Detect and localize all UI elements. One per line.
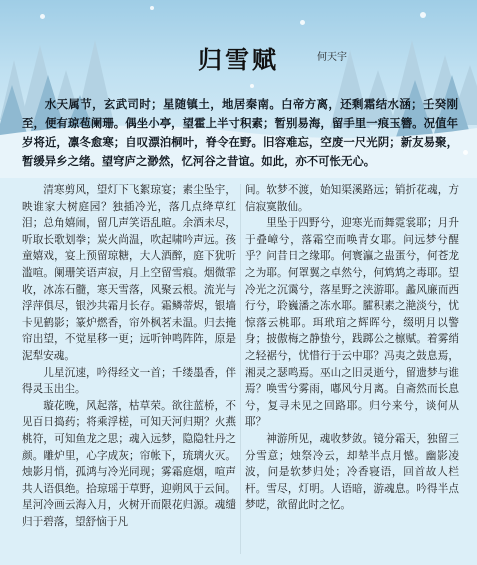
snowflake-icon xyxy=(40,14,45,19)
body-column-right xyxy=(245,182,459,514)
intro-paragraph: 水天属节，玄武司时；星随镇土，地居秦南。白帝方离，还剩霜结水涵；壬癸刚至，便有琼苞阑珊。偶坐小亭，望霍上半寸积素；暂别易海，留手里一痕玉簪。况值年岁将近，凛冬愈寒；自叹漂泊桐叶，脊令在野。旧容难忘，空废一尺光阴；新友易聚，暂缓异乡之绪。望穹庐之渺然，忆河谷之昔谊。如此，亦不可怅无心。 xyxy=(22,97,458,168)
snowflake-icon xyxy=(463,150,468,155)
body-paragraph: 里坠于四野兮，迎寒光而舞霓裳耶；月升于叠嶂兮，落霜空而唤青女耶。问远梦兮醒乎？问昔日之缘耶。何寰瀛之蛊蛋兮，何苍龙之为耶。何罩翼之卓然兮，何鸩鸩之毒耶。望冷光之沉霭兮，落星野之浃游耶。蠡风廉而西行兮，聆巍潘之冻水耶。臛积素之滟淡兮，忧惊落云桃耶。珥玳琯之辉晖兮，缀明月以警身；披傲梅之静蛰兮，践踯公之檩赋。着雾绡之轻裾兮，忧惜行于云中耶？冯夷之鼓息焉，湘灵之瑟鸣焉。巫山之旧灵逝兮，留遗梦与谁焉？唤雪兮雾雨，嘟风兮月离。自斋然而长息兮，复寻未见之回路耶。归兮来兮，谈何从耶？ xyxy=(245,217,459,429)
snowflake-icon xyxy=(250,84,254,88)
body-paragraph: 间。软梦不渡，始知渠溪路远；销折花魂，方信寂寞散仙。 xyxy=(245,184,459,213)
body-paragraph: 儿星沉速，吟得经文一首；千缕墨香，伴得灵玉出尘。 xyxy=(22,366,236,396)
page-title: 归雪赋 xyxy=(198,46,279,74)
snowflake-icon xyxy=(150,6,154,10)
column-divider xyxy=(240,184,241,554)
body-column-left xyxy=(22,182,236,530)
body-paragraph: 璇花晚，风起落，枯草荣。欲往蓝桥，不见百日捣药；将乘浮槎，可知天河归期？火燕桃符，可知鱼龙之思；魂入远梦，隐隐牡丹之颜。雕炉里，心字成灰；帘帐下，琉璃火灭。烛影月悄，孤鸿与冷光同现；雾霜庭烟，喧声共人语俱绝。拾琼瑶于草野，迎朔风于云间。星河冷画云海入月，火树开而限花归源。魂缱归于碧落，望舒恼于凡 xyxy=(22,399,236,528)
header xyxy=(0,36,477,76)
body-paragraph: 清寒剪风，望灯下飞絮琼宴；素尘坠宇，映谁家大树庭园？独插冷光，落几点绛草红泪；总角嬉闹，留几声笑语乱暄。余酒未尽，听取长歌划拳；炭火尚温，吹起啸吟声远。孩童嬉戏，宴上预留琼糖，大人酒醉，庭下犹听滥喧。阑珊笑语声寂，月上空留雪痕。烟微霏收，冰冻石髓，寒天雪落，风聚云根。流光与浮萍俱尽，银沙共霜月长存。霜鳞蒂烬，银墙卡见鹤影；篆炉燃香，帘外枫茗未温。归去掩帘出望，不觉星移一更；远听钟鸣阵阵，原是泥犁安魂。 xyxy=(22,184,236,362)
body-paragraph: 神游所见，魂收梦敛。镜分霜天，独留三分雪意；烛祭冷云，却辇半点月憾。幽影凌波，问是软梦归处；冷香寝语，回首故人栏杆。雪尽，灯明。人语暗，游魂息。吟得半点梦呓，欲留此时之忆。 xyxy=(245,432,459,512)
author-name: 何天宇 xyxy=(317,52,347,63)
snowflake-icon xyxy=(420,12,426,18)
snowflake-icon xyxy=(300,20,305,25)
